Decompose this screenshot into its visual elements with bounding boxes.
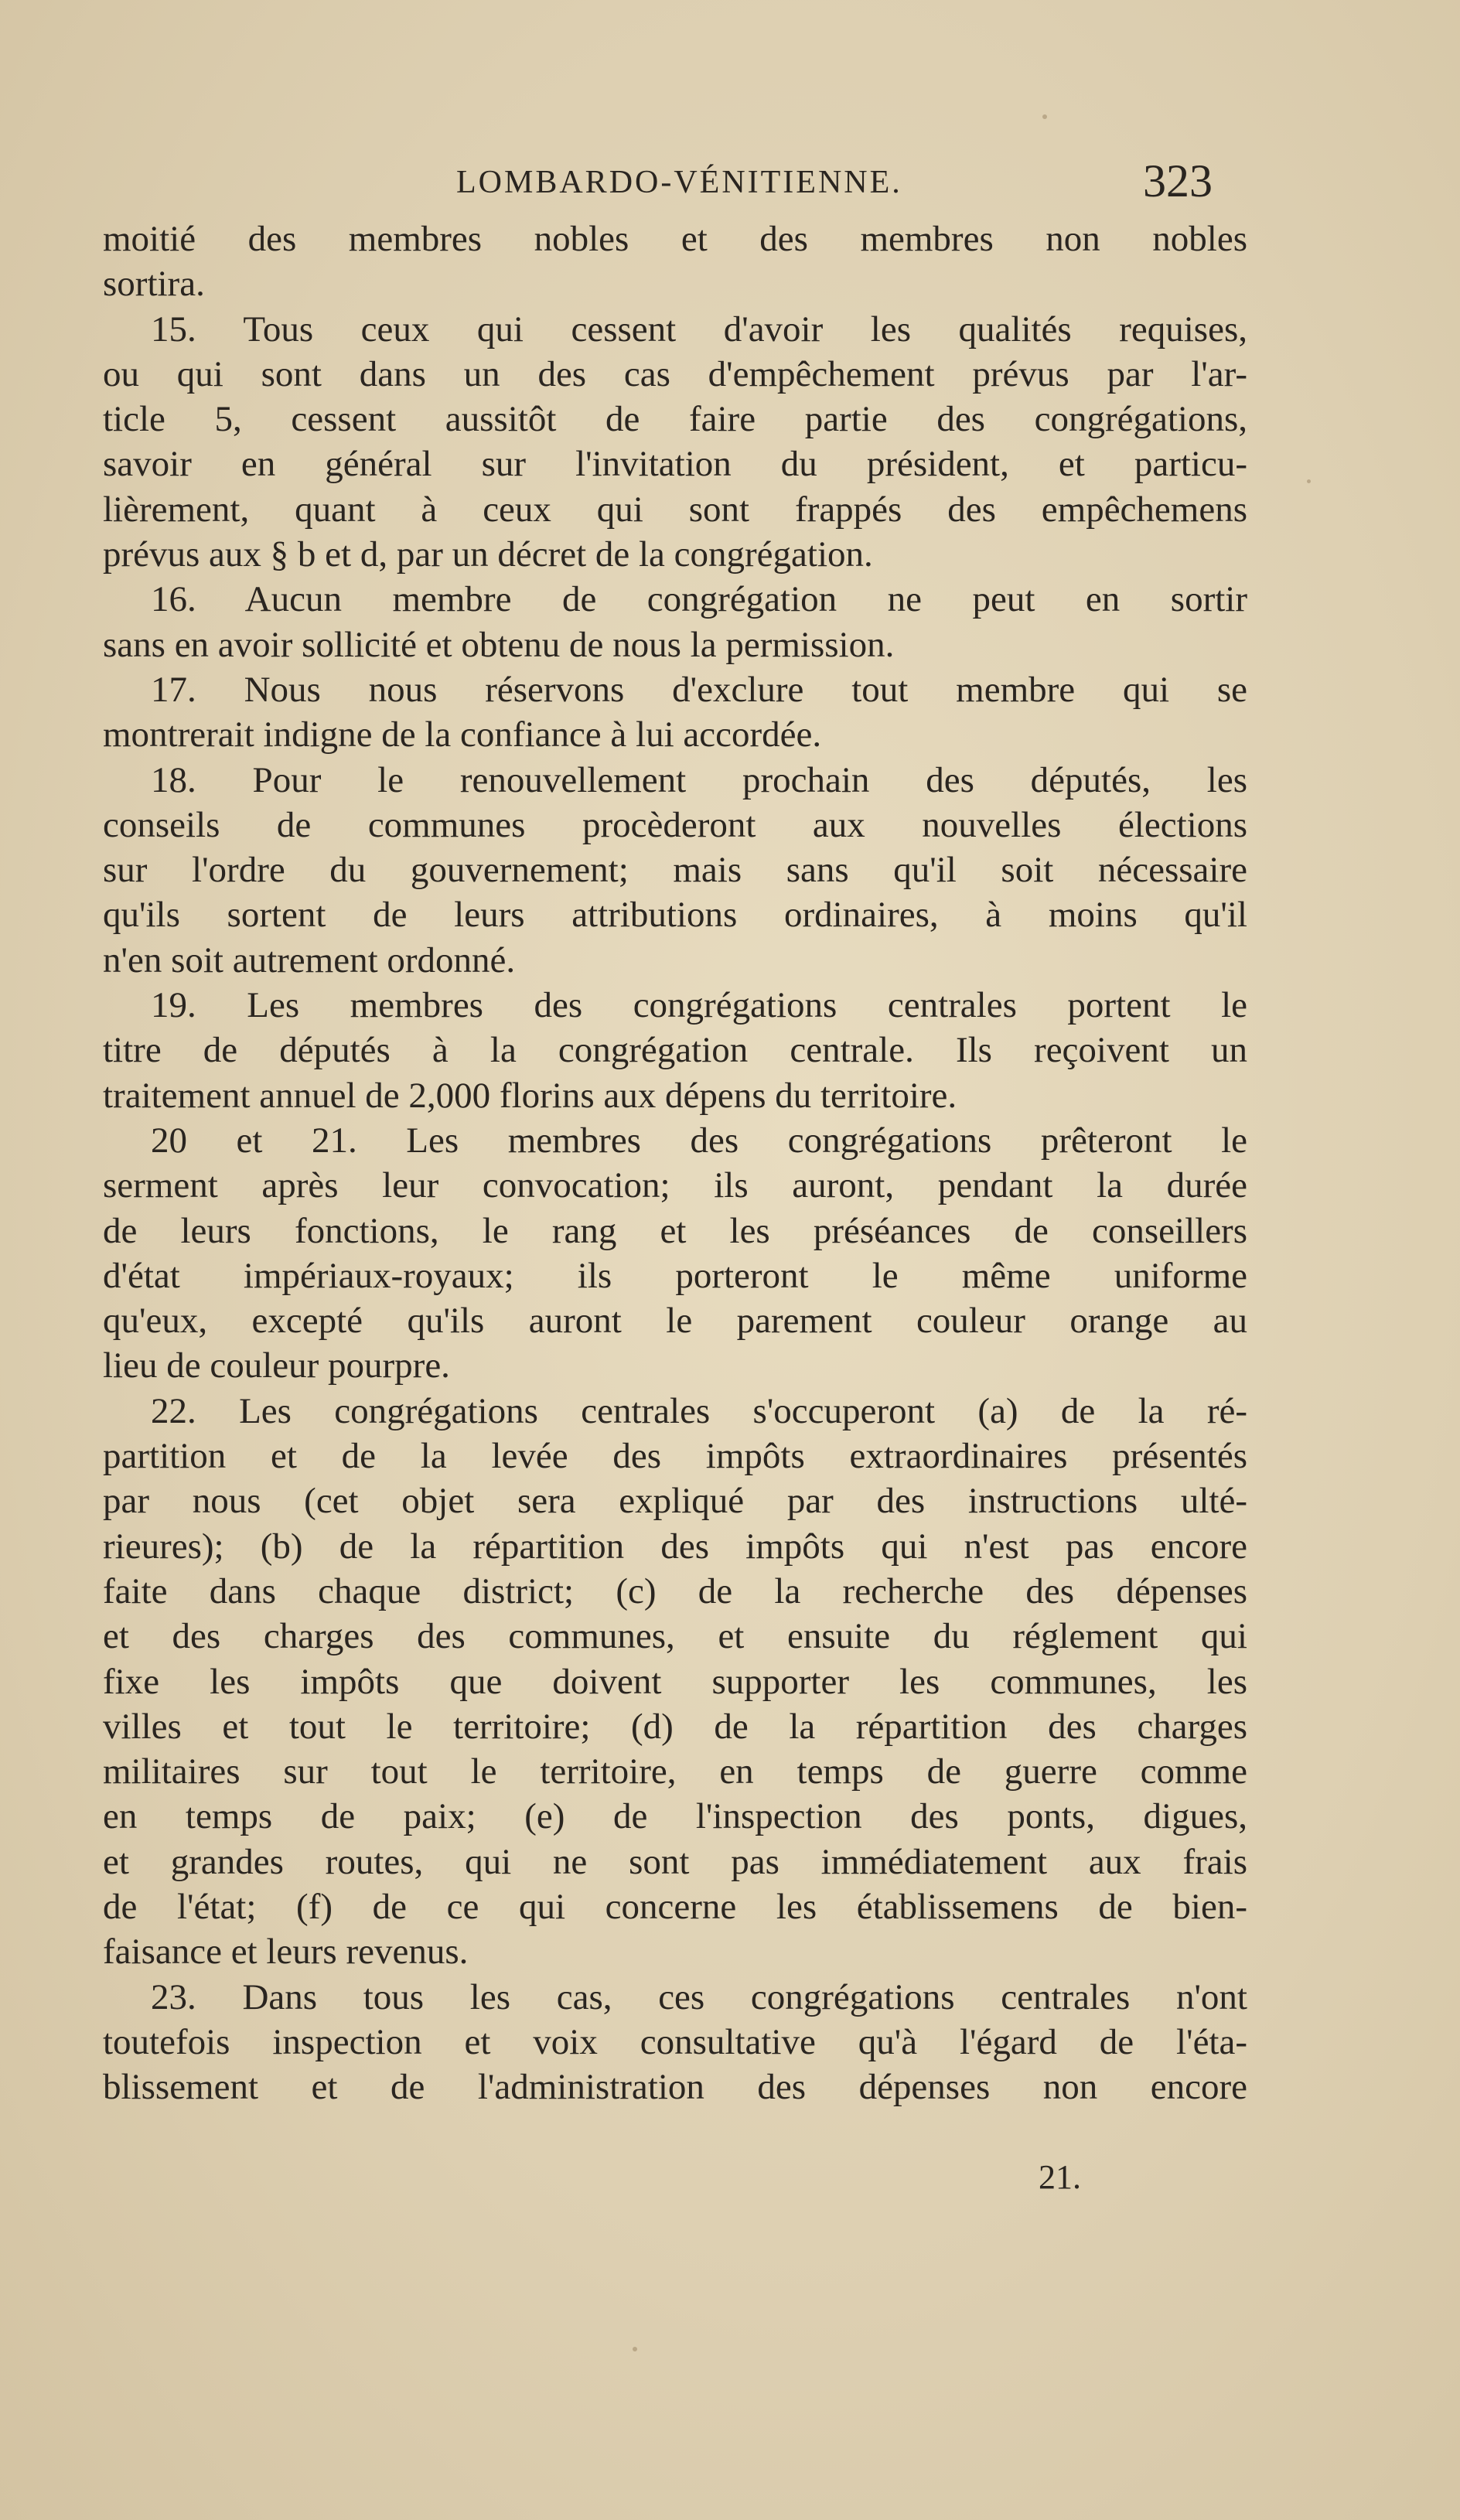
text-line: partition et de la levée des impôts extraordinaires présentés <box>103 1436 1247 1477</box>
text-line: et des charges des communes, et ensuite du réglement qui <box>103 1616 1247 1657</box>
text-line: sur l'ordre du gouvernement; mais sans qu'il soit nécessaire <box>103 850 1247 891</box>
text-line: en temps de paix; (e) de l'inspection des ponts, digues, <box>103 1796 1247 1837</box>
text-line: de leurs fonctions, le rang et les préséances de conseillers <box>103 1210 1247 1251</box>
text-line: villes et tout le territoire; (d) de la répartition des charges <box>103 1706 1247 1747</box>
text-line: n'en soit autrement ordonné. <box>103 939 516 980</box>
text-line: 16. Aucun membre de congrégation ne peut en sortir <box>151 579 1247 620</box>
text-line: blissement et de l'administration des dépenses non encore <box>103 2067 1247 2108</box>
paper-stain <box>1307 479 1311 483</box>
text-line: conseils de communes procèderont aux nouvelles élections <box>103 804 1247 845</box>
text-line: toutefois inspection et voix consultative qu'à l'égard de l'éta- <box>103 2021 1247 2062</box>
text-line: prévus aux § b et d, par un décret de la congrégation. <box>103 534 873 575</box>
text-line: lièrement, quant à ceux qui sont frappés des empêchemens <box>103 489 1247 530</box>
text-line: 15. Tous ceux qui cessent d'avoir les qualités requises, <box>151 309 1247 350</box>
paper-stain <box>1042 114 1047 119</box>
text-line: et grandes routes, qui ne sont pas immédiatement aux frais <box>103 1841 1247 1882</box>
text-line: traitement annuel de 2,000 florins aux dépens du territoire. <box>103 1075 957 1116</box>
text-line: 17. Nous nous réservons d'exclure tout membre qui se <box>151 669 1247 710</box>
text-line: 22. Les congrégations centrales s'occuperont (a) de la ré- <box>151 1390 1247 1431</box>
text-line: d'état impériaux-royaux; ils porteront le même uniforme <box>103 1255 1247 1296</box>
text-line: qu'ils sortent de leurs attributions ordinaires, à moins qu'il <box>103 895 1247 936</box>
text-line: de l'état; (f) de ce qui concerne les établissemens de bien- <box>103 1886 1247 1927</box>
text-line: 19. Les membres des congrégations centrales portent le <box>151 985 1247 1026</box>
text-line: rieures); (b) de la répartition des impôts qui n'est pas encore <box>103 1526 1247 1567</box>
text-line: lieu de couleur pourpre. <box>103 1345 450 1386</box>
text-line: titre de députés à la congrégation centrale. Ils reçoivent un <box>103 1030 1247 1071</box>
text-line: 20 et 21. Les membres des congrégations prêteront le <box>151 1120 1247 1161</box>
text-line: faisance et leurs revenus. <box>103 1932 469 1973</box>
text-line: montrerait indigne de la confiance à lui accordée. <box>103 714 822 755</box>
signature-mark: 21. <box>1039 2158 1081 2196</box>
body-text <box>103 217 1247 2109</box>
text-line: savoir en général sur l'invitation du président, et particu- <box>103 444 1247 485</box>
text-line: sortira. <box>103 264 205 305</box>
text-line: militaires sur tout le territoire, en temps de guerre comme <box>103 1751 1247 1792</box>
text-line: 23. Dans tous les cas, ces congrégations centrales n'ont <box>151 1976 1247 2017</box>
text-line: ticle 5, cessent aussitôt de faire partie des congrégations, <box>103 399 1247 440</box>
text-line: par nous (cet objet sera expliqué par des instructions ulté- <box>103 1481 1247 1522</box>
running-head: LOMBARDO-VÉNITIENNE. <box>456 165 902 200</box>
text-line: moitié des membres nobles et des membres non nobles <box>103 219 1247 259</box>
text-line: ou qui sont dans un des cas d'empêchement prévus par l'ar- <box>103 353 1247 394</box>
paper-stain <box>633 2347 637 2351</box>
page-number: 323 <box>1143 155 1213 206</box>
text-line: fixe les impôts que doivent supporter les communes, les <box>103 1661 1247 1702</box>
text-line: serment après leur convocation; ils auront, pendant la durée <box>103 1165 1247 1206</box>
text-line: faite dans chaque district; (c) de la recherche des dépenses <box>103 1570 1247 1611</box>
text-line: sans en avoir sollicité et obtenu de nous la permission. <box>103 624 895 665</box>
text-line: qu'eux, excepté qu'ils auront le parement couleur orange au <box>103 1301 1247 1342</box>
text-line: 18. Pour le renouvellement prochain des députés, les <box>151 759 1247 800</box>
